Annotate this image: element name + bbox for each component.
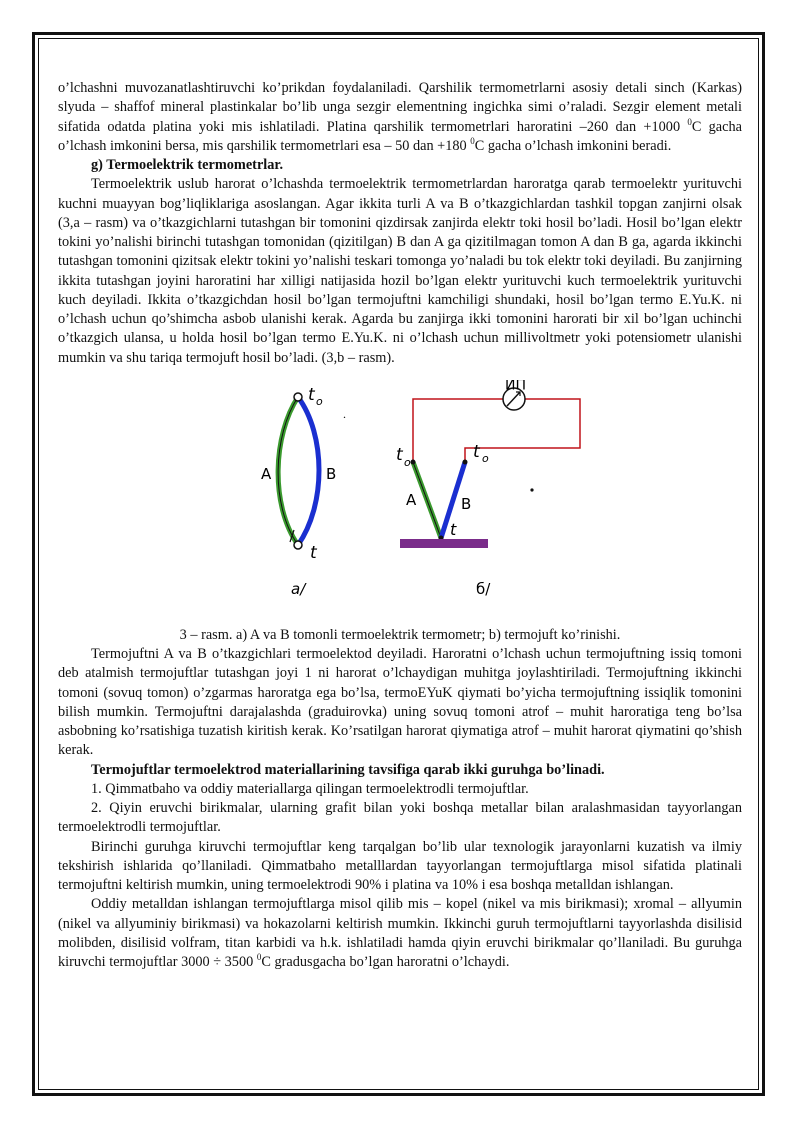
label-t0-b-left: t <box>396 444 403 465</box>
label-A-b: A <box>406 490 417 509</box>
figure-caption: 3 – rasm. a) A va B tomonli termoelektrik termometr; b) termojuft ko’rinishi. <box>179 626 621 643</box>
paragraph-thermoelectric-method: Termoelektrik uslub harorat o’lchashda termoelektrik termometrlardan haroratga qarab termoelektr yurituvchi kuchni muayyan bog’liqliklariga asoslangan. Agar ikkita turli A va B o’tkazgichlardan tashkil topgan zanjirni olsak (3,a – rasm) va o’tkazgichlarni tutashgan bir tomonini qizdirsak zanjirda elektr toki hosil bo’ladi. Hosil bo’lgan elektr tokini yo’nalishi birinchi tutashgan tomonidan (qizitilgan) B dan A ga qizitilmagan tomon A dan B ga, agarda ikkinchi tutashgan tomonini qizitsak elektr tokini yo’nalishi teskari tomonga yo’naladi bu tok elektr toki deyiladi. Bu zanjirning ikkita tutashgan joyini haroratini har xilligi natijasida hozil bo’lgan elektr yurituvchi kuch termoelektrik yurituvchi kuch deyiladi. Ikkita o’tkazgichdan hosil bo’lgan termojuftni kamchiligi shundaki, hosil bo’lgan termo E.Yu.K. ni o’lchash uchun qo’shimcha asbob ulanishi kerak. Agarda bu zanjirga ikki tomonini harorati bir xil bo’lgan uchinchi o’tkazgich ulansa, u holda hosil bo’lgan termo E.Yu.K. ni o’lchash uchun millivoltmetr yoki potensiometr ulanishi mumkin va shu tariqa termojuft hosil bo’ladi. (3,b – rasm). <box>58 176 742 366</box>
hot-junction-a <box>294 393 302 401</box>
label-figure-b: б/ <box>476 579 491 598</box>
conductor-a-green <box>278 397 298 545</box>
label-t0-a: t <box>308 384 315 405</box>
label-A-a: A <box>261 464 272 483</box>
diagram-a <box>261 385 346 598</box>
label-meter: ИП <box>505 379 526 394</box>
thermocouple-diagram <box>58 380 742 600</box>
label-t-a: t <box>310 542 317 563</box>
section-heading-thermoelectric: g) Termoelektrik termometrlar. <box>91 157 284 173</box>
label-t0-b-right: t <box>473 441 480 462</box>
dot-mark-b <box>530 488 533 491</box>
paragraph-second-group: Oddiy metalldan ishlangan termojuftlarga misol qilib mis – kopel (nikel va mis birikmasi); xromal – allyumin (nikel va allyuminiy birikmasi) va hokazolarni keltirish mumkin. Ikkinchi guruh termojuftlarni tayyorlashda disilisid molibden, disilisid volfram, titan karbidi va h.k. ishlatiladi hamda qiyin eruvchi birikmalar qo’llaniladi. Bu guruhga kiruvchi termojuftlar 3000 ÷ 3500 $^0$C gradusgacha bo’lgan haroratni o’lchaydi. <box>58 896 742 970</box>
meter-wire-red <box>413 399 580 462</box>
conductor-b-blue <box>298 397 319 545</box>
junction-right <box>463 459 468 464</box>
label-t-b: t <box>450 519 457 539</box>
label-t0-sub-a: o <box>316 394 323 408</box>
figure-3 <box>58 380 742 622</box>
section-heading-groups: Termojuftlar termoelektrod materiallarining tavsifiga qarab ikki guruhga bo’linadi. <box>91 761 605 778</box>
dot-mark-a: . <box>343 406 346 421</box>
cold-junction-a <box>294 541 302 549</box>
paragraph-resistance-thermometers: o’lchashni muvozanatlashtiruvchi ko’prikdan foydalaniladi. Qarshilik termometrlarni asosiy detali sinch (Karkas) slyuda – shaffof mineral plastinkalar bo’lib unga sezgir elementning ingichka simi o’raladi. Sezgir element metali sifatida odatda platina yoki mis ishlatiladi. Platina qarshilik termometrlari haroratini –260 dan +1000 $^0$C gacha o’lchash imkonini bersa, mis qarshilik termometrlari esa – 50 dan +180 $^0$C gacha o’lchash imkonini beradi. <box>58 80 742 154</box>
document-body <box>58 79 742 972</box>
label-t0-sub-b-left: o <box>404 455 411 469</box>
label-B-b: B <box>461 494 472 513</box>
paragraph-first-group: Birinchi guruhga kiruvchi termojuftlar keng tarqalgan bo’lib ular texnologik jarayonlarni kuzatish va ilmiy tekshirish ishlarida qo’llaniladi. Qimmatbaho metalllardan tayyorlangan termojuftlarga misol sifatida platinali termojuftni keltirish mumkin, uning termoelektrodi 90% i platina va 10% i esa boshqa metalldan ishlangan. <box>58 838 742 893</box>
junction-left <box>411 459 416 464</box>
list-item-2: 2. Qiyin eruvchi birikmalar, ularning grafit bilan yoki boshqa metallar bilan aralashmasidan tayyorlangan termoelektrodli termojuftlar. <box>58 800 742 836</box>
paragraph-thermoelectrodes: Termojuftni A va B o’tkazgichlari termoelektod deyiladi. Haroratni o’lchash uchun termojuftning issiq tomoni deb atalmish termojuftlar tutashgan joyi 1 ni harorat o’lchaydigan muhitga joylashtiriladi. Termojuftning ikkinchi tomoni (sovuq tomon) o’zgarmas haroratga ega bo’lsa, termoEYuK qiymati bo’yicha termojuftning issiqlik tomonini bilish mumkin. Termojuftni darajalashda (graduirovka) uning sovuq tomoni atrof – muhit haroratiga teng bo’lsa asbobning ko’rsatishiga tuzatish kiritish kerak. Ko’rsatilgan harorat qiymatiga atrof – muhit harorat qiymatini qo’shish kerak. <box>58 646 742 759</box>
label-t0-sub-b-right: o <box>482 451 489 465</box>
heated-plate <box>400 539 488 548</box>
list-item-1: 1. Qimmatbaho va oddiy materiallarga qilingan termoelektrodli termojuftlar. <box>91 780 529 797</box>
label-B-a: B <box>326 464 337 483</box>
label-figure-a: a/ <box>291 579 306 598</box>
electrode-a-outline <box>413 462 441 538</box>
diagram-b <box>396 380 580 598</box>
